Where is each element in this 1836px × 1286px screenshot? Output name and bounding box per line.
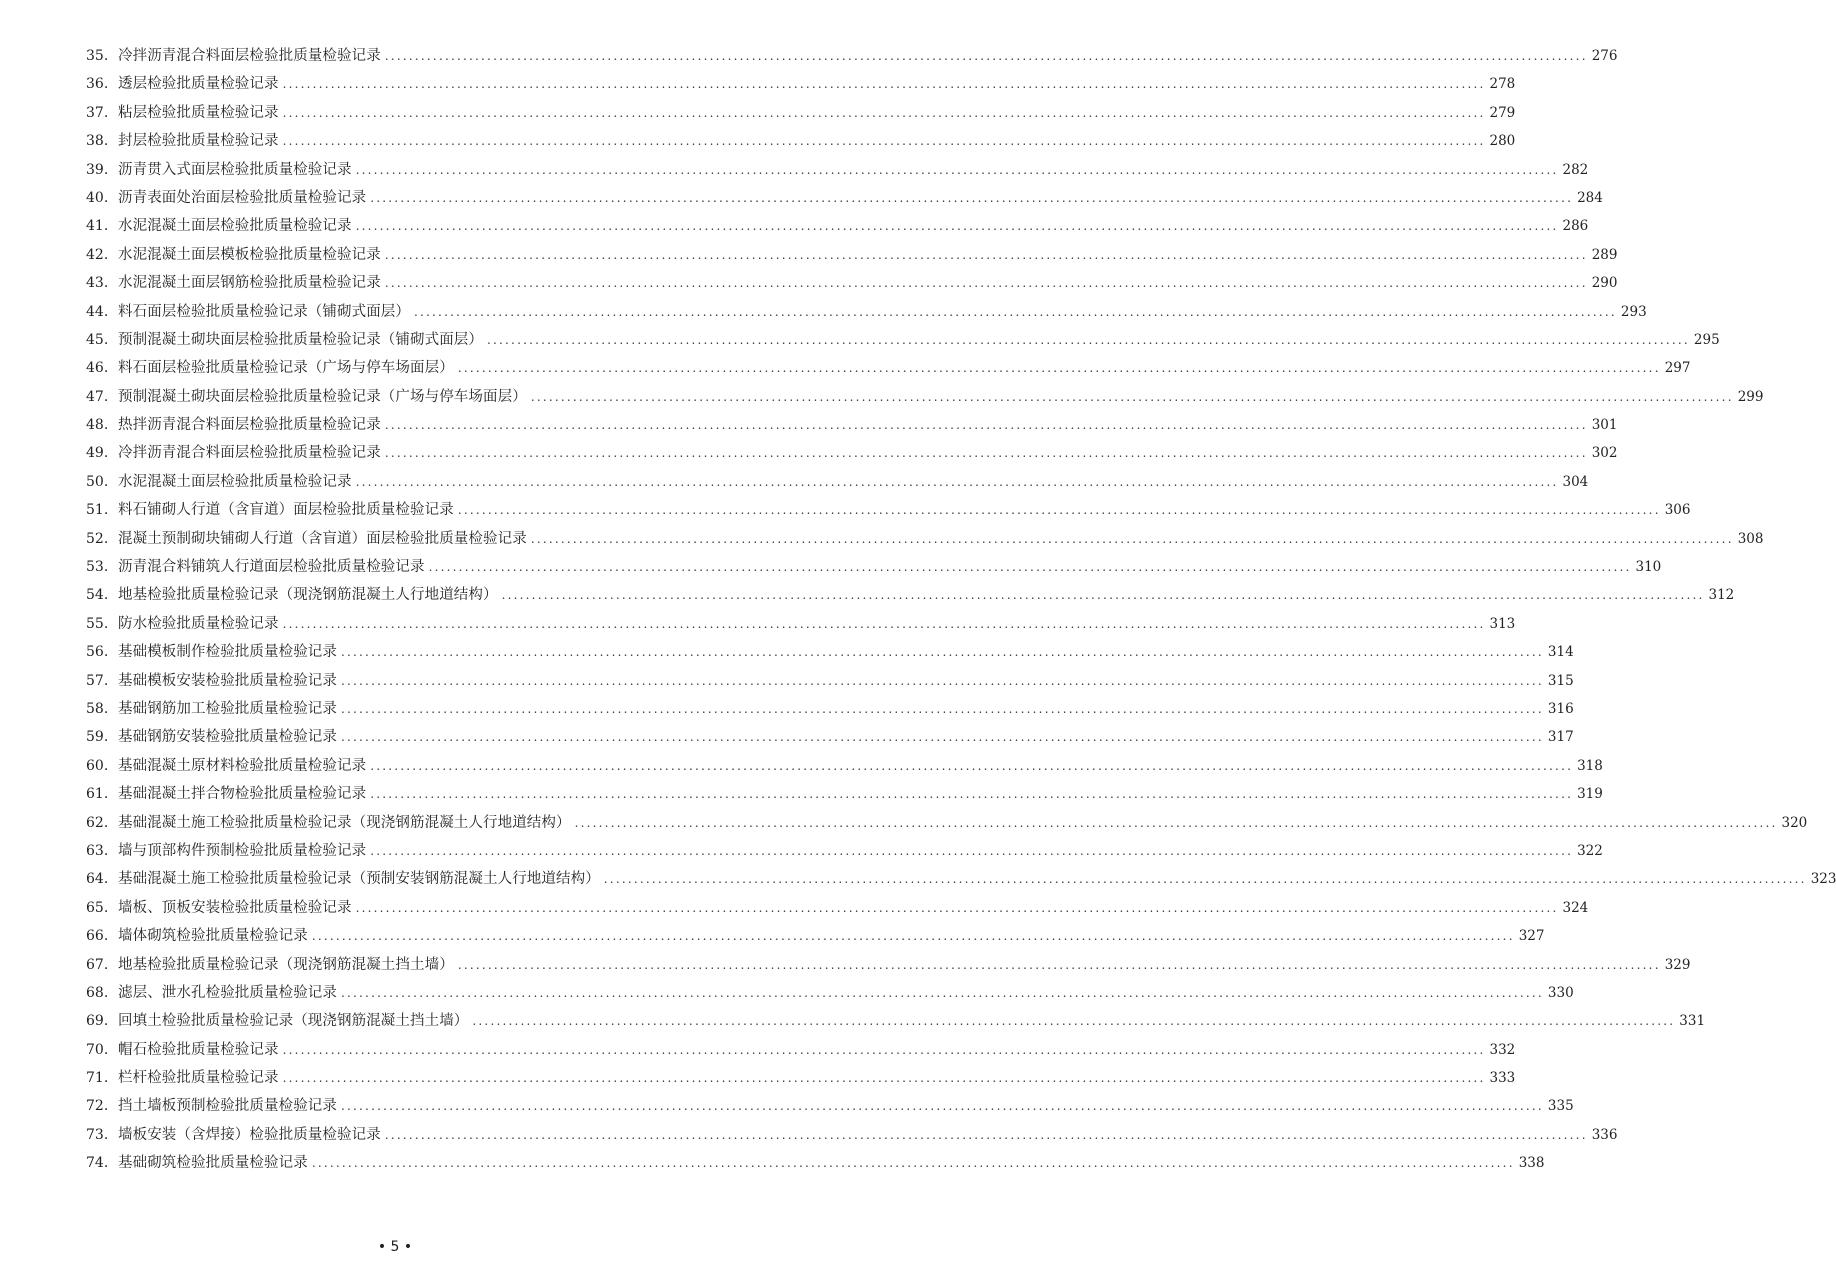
- toc-dot-leader: ........................................................................................................................................................................................................: [428, 560, 1632, 575]
- toc-entry[interactable]: [86, 383, 1764, 411]
- toc-entry-title: 基础钢筋加工检验批质量检验记录: [118, 700, 337, 717]
- toc-entry-title: 墙与顶部构件预制检验批质量检验记录: [118, 842, 367, 859]
- toc-entry-page: 290: [1591, 275, 1618, 292]
- toc-dot-leader: ........................................................................................................................................................................................................: [384, 1127, 1588, 1142]
- toc-entry-number: 43.: [86, 275, 109, 292]
- toc-entry-page: 312: [1708, 587, 1735, 604]
- toc-entry-page: 317: [1547, 729, 1574, 746]
- toc-entry[interactable]: [86, 411, 1618, 439]
- toc-dot-leader: ........................................................................................................................................................................................................: [282, 134, 1486, 149]
- toc-entry-number: 41.: [86, 218, 109, 235]
- toc-dot-leader: ........................................................................................................................................................................................................: [574, 815, 1778, 830]
- toc-entry-title: 栏杆检验批质量检验记录: [118, 1070, 279, 1087]
- toc-entry-page: 293: [1620, 303, 1647, 320]
- toc-entry-page: 329: [1664, 956, 1691, 973]
- toc-entry[interactable]: [86, 70, 1516, 98]
- toc-entry[interactable]: [86, 581, 1735, 609]
- toc-dot-leader: ........................................................................................................................................................................................................: [355, 219, 1559, 234]
- toc-entry[interactable]: [86, 667, 1574, 695]
- toc-entry-title: 沥青混合料铺筑人行道面层检验批质量检验记录: [118, 559, 425, 576]
- toc-dot-leader: ........................................................................................................................................................................................................: [355, 162, 1559, 177]
- toc-entry-number: 35.: [86, 48, 109, 64]
- toc-dot-leader: ........................................................................................................................................................................................................: [311, 929, 1515, 944]
- toc-entry-title: 水泥混凝土面层模板检验批质量检验记录: [118, 246, 381, 263]
- toc-entry-title: 沥青贯入式面层检验批质量检验记录: [118, 161, 352, 178]
- toc-entry-number: 38.: [86, 133, 109, 150]
- toc-entry-page: 332: [1489, 1041, 1516, 1058]
- toc-dot-leader: ........................................................................................................................................................................................................: [414, 304, 1617, 319]
- page-footer-number: • 5 •: [377, 1239, 413, 1255]
- toc-dot-leader: ........................................................................................................................................................................................................: [370, 787, 1574, 802]
- toc-entry-page: 330: [1547, 984, 1574, 1001]
- toc-entry-number: 55.: [86, 615, 109, 632]
- toc-dot-leader: ........................................................................................................................................................................................................: [384, 247, 1588, 262]
- toc-entry-number: 73.: [86, 1126, 109, 1143]
- toc-entry-page: 318: [1577, 757, 1603, 774]
- toc-entry[interactable]: [86, 752, 1603, 780]
- toc-entry-title: 墙体砌筑检验批质量检验记录: [118, 928, 308, 945]
- toc-entry-page: 323: [1810, 871, 1836, 888]
- toc-entry-number: 47.: [86, 388, 109, 405]
- toc-entry[interactable]: [86, 951, 1691, 979]
- toc-dot-leader: ........................................................................................................................................................................................................: [370, 843, 1574, 858]
- toc-entry-page: 315: [1547, 672, 1574, 689]
- toc-entry-number: 58.: [86, 700, 109, 717]
- toc-entry-title: 料石面层检验批质量检验记录（铺砌式面层）: [118, 303, 410, 320]
- toc-entry-title: 基础混凝土拌合物检验批质量检验记录: [118, 786, 367, 803]
- toc-entry-page: 336: [1591, 1126, 1618, 1143]
- toc-entry-title: 基础混凝土施工检验批质量检验记录（预制安装钢筋混凝土人行地道结构）: [118, 871, 600, 888]
- toc-entry-number: 72.: [86, 1098, 109, 1115]
- toc-entry-number: 44.: [86, 303, 109, 320]
- toc-entry-title: 地基检验批质量检验记录（现浇钢筋混凝土挡土墙）: [118, 956, 454, 973]
- toc-entry-title: 料石面层检验批质量检验记录（广场与停车场面层）: [118, 360, 454, 377]
- toc-entry-page: 316: [1547, 700, 1574, 717]
- toc-dot-leader: ........................................................................................................................................................................................................: [501, 588, 1705, 603]
- toc-entry-number: 45.: [86, 331, 109, 348]
- toc-entry-page: 304: [1562, 473, 1589, 490]
- toc-entry-page: 327: [1518, 928, 1545, 945]
- toc-entry-number: 63.: [86, 842, 109, 859]
- toc-entry-page: 306: [1664, 502, 1691, 519]
- toc-entry-title: 冷拌沥青混合料面层检验批质量检验记录: [118, 48, 381, 64]
- toc-entry-page: 313: [1489, 615, 1516, 632]
- toc-entry-title: 透层检验批质量检验记录: [118, 76, 279, 93]
- toc-entry-title: 水泥混凝土面层检验批质量检验记录: [118, 218, 352, 235]
- toc-entry-page: 278: [1489, 76, 1516, 93]
- toc-entry-page: 331: [1679, 1013, 1706, 1030]
- toc-entry[interactable]: [86, 99, 1516, 127]
- toc-entry-page: 280: [1489, 133, 1516, 150]
- toc-entry-title: 基础混凝土原材料检验批质量检验记录: [118, 757, 367, 774]
- toc-entry[interactable]: [86, 1149, 1545, 1177]
- toc-entry[interactable]: [86, 1007, 1706, 1035]
- toc-entry-title: 水泥混凝土面层检验批质量检验记录: [118, 473, 352, 490]
- toc-entry-title: 挡土墙板预制检验批质量检验记录: [118, 1098, 337, 1115]
- toc-entry-number: 65.: [86, 899, 109, 916]
- toc-entry[interactable]: [86, 922, 1545, 950]
- toc-entry-page: 319: [1577, 786, 1603, 803]
- toc-entry-number: 46.: [86, 360, 109, 377]
- toc-entry[interactable]: [86, 468, 1589, 496]
- toc-entry-page: 324: [1562, 899, 1589, 916]
- toc-entry-number: 54.: [86, 587, 109, 604]
- toc-dot-leader: ........................................................................................................................................................................................................: [457, 957, 1661, 972]
- toc-entry[interactable]: [86, 1121, 1618, 1149]
- toc-entry-page: 289: [1591, 246, 1618, 263]
- toc-entry[interactable]: [86, 894, 1589, 922]
- toc-dot-leader: ........................................................................................................................................................................................................: [530, 389, 1734, 404]
- toc-dot-leader: ........................................................................................................................................................................................................: [355, 900, 1559, 915]
- toc-dot-leader: ........................................................................................................................................................................................................: [341, 701, 1544, 716]
- toc-entry-number: 64.: [86, 871, 109, 888]
- toc-entry-number: 48.: [86, 417, 109, 434]
- toc-entry[interactable]: [86, 241, 1618, 269]
- toc-entry[interactable]: [86, 212, 1589, 240]
- toc-dot-leader: ........................................................................................................................................................................................................: [341, 645, 1544, 660]
- toc-entry[interactable]: [86, 1064, 1516, 1092]
- toc-entry[interactable]: [86, 439, 1618, 467]
- toc-entry[interactable]: [86, 326, 1720, 354]
- toc-entry-title: 基础钢筋安装检验批质量检验记录: [118, 729, 337, 746]
- toc-entry-title: 混凝土预制砌块铺砌人行道（含盲道）面层检验批质量检验记录: [118, 530, 527, 547]
- toc-dot-leader: ........................................................................................................................................................................................................: [370, 758, 1574, 773]
- toc-entry-page: 338: [1518, 1155, 1545, 1172]
- toc-entry-number: 57.: [86, 672, 109, 689]
- toc-dot-leader: ........................................................................................................................................................................................................: [282, 77, 1486, 92]
- toc-entry-page: 301: [1591, 417, 1618, 434]
- toc-entry[interactable]: [86, 1036, 1516, 1064]
- toc-entry[interactable]: [86, 184, 1603, 212]
- toc-dot-leader: ........................................................................................................................................................................................................: [603, 872, 1807, 887]
- table-of-contents: [86, 42, 1836, 1178]
- toc-entry-page: 284: [1577, 189, 1603, 206]
- toc-entry-title: 水泥混凝土面层钢筋检验批质量检验记录: [118, 275, 381, 292]
- toc-entry-page: 295: [1693, 331, 1720, 348]
- toc-entry-page: 282: [1562, 161, 1589, 178]
- toc-dot-leader: ........................................................................................................................................................................................................: [355, 474, 1559, 489]
- toc-entry-number: 53.: [86, 559, 109, 576]
- toc-entry-number: 36.: [86, 76, 109, 93]
- toc-entry-number: 67.: [86, 956, 109, 973]
- toc-entry[interactable]: [86, 865, 1836, 893]
- toc-entry-title: 回填土检验批质量检验记录（现浇钢筋混凝土挡土墙）: [118, 1013, 469, 1030]
- toc-entry-title: 热拌沥青混合料面层检验批质量检验记录: [118, 417, 381, 434]
- toc-entry-page: 297: [1664, 360, 1691, 377]
- toc-entry-page: 276: [1591, 48, 1618, 64]
- toc-entry[interactable]: [86, 298, 1647, 326]
- toc-entry[interactable]: [86, 809, 1808, 837]
- toc-entry-page: 286: [1562, 218, 1589, 235]
- toc-entry-number: 37.: [86, 104, 109, 121]
- toc-entry-page: 335: [1547, 1098, 1574, 1115]
- toc-entry-page: 333: [1489, 1070, 1516, 1087]
- toc-entry[interactable]: [86, 156, 1589, 184]
- toc-entry[interactable]: [86, 496, 1691, 524]
- toc-dot-leader: ........................................................................................................................................................................................................: [384, 276, 1588, 291]
- toc-dot-leader: ........................................................................................................................................................................................................: [282, 1071, 1486, 1086]
- toc-entry-title: 冷拌沥青混合料面层检验批质量检验记录: [118, 445, 381, 462]
- toc-entry[interactable]: [86, 638, 1574, 666]
- toc-entry[interactable]: [86, 695, 1574, 723]
- toc-entry[interactable]: [86, 269, 1618, 297]
- toc-dot-leader: ........................................................................................................................................................................................................: [341, 1099, 1544, 1114]
- toc-entry[interactable]: [86, 837, 1603, 865]
- toc-entry-title: 地基检验批质量检验记录（现浇钢筋混凝土人行地道结构）: [118, 587, 498, 604]
- toc-dot-leader: ........................................................................................................................................................................................................: [384, 418, 1588, 433]
- toc-entry-page: 308: [1737, 530, 1764, 547]
- toc-dot-leader: ........................................................................................................................................................................................................: [472, 1014, 1676, 1029]
- toc-entry[interactable]: [86, 723, 1574, 751]
- toc-entry-number: 74.: [86, 1155, 109, 1172]
- toc-entry-number: 42.: [86, 246, 109, 263]
- toc-entry-page: 314: [1547, 644, 1574, 661]
- toc-entry-number: 49.: [86, 445, 109, 462]
- toc-entry-number: 59.: [86, 729, 109, 746]
- toc-entry[interactable]: [86, 42, 1618, 70]
- toc-dot-leader: ........................................................................................................................................................................................................: [311, 1156, 1515, 1171]
- toc-dot-leader: ........................................................................................................................................................................................................: [487, 332, 1690, 347]
- toc-entry[interactable]: [86, 780, 1603, 808]
- toc-entry-page: 310: [1635, 559, 1662, 576]
- toc-entry-title: 预制混凝土砌块面层检验批质量检验记录（广场与停车场面层）: [118, 388, 527, 405]
- toc-entry[interactable]: [86, 979, 1574, 1007]
- toc-entry-number: 62.: [86, 814, 109, 831]
- toc-entry-title: 预制混凝土砌块面层检验批质量检验记录（铺砌式面层）: [118, 331, 483, 348]
- toc-entry[interactable]: [86, 610, 1516, 638]
- toc-entry-title: 粘层检验批质量检验记录: [118, 104, 279, 121]
- toc-entry-number: 40.: [86, 189, 109, 206]
- toc-entry-page: 302: [1591, 445, 1618, 462]
- toc-entry-page: 320: [1781, 814, 1808, 831]
- toc-dot-leader: ........................................................................................................................................................................................................: [341, 730, 1544, 745]
- toc-entry-number: 70.: [86, 1041, 109, 1058]
- toc-entry-title: 墙板、顶板安装检验批质量检验记录: [118, 899, 352, 916]
- toc-dot-leader: ........................................................................................................................................................................................................: [341, 985, 1544, 1000]
- toc-entry-number: 68.: [86, 984, 109, 1001]
- toc-entry-title: 基础混凝土施工检验批质量检验记录（现浇钢筋混凝土人行地道结构）: [118, 814, 571, 831]
- toc-entry-title: 基础模板制作检验批质量检验记录: [118, 644, 337, 661]
- toc-dot-leader: ........................................................................................................................................................................................................: [370, 190, 1574, 205]
- toc-entry-title: 基础模板安装检验批质量检验记录: [118, 672, 337, 689]
- toc-entry-title: 墙板安装（含焊接）检验批质量检验记录: [118, 1126, 381, 1143]
- toc-entry-page: 299: [1737, 388, 1764, 405]
- toc-entry-number: 56.: [86, 644, 109, 661]
- toc-entry-title: 封层检验批质量检验记录: [118, 133, 279, 150]
- toc-entry[interactable]: [86, 127, 1516, 155]
- toc-entry[interactable]: [86, 1092, 1574, 1120]
- toc-entry-title: 滤层、泄水孔检验批质量检验记录: [118, 984, 337, 1001]
- toc-dot-leader: ........................................................................................................................................................................................................: [457, 361, 1661, 376]
- toc-entry[interactable]: [86, 553, 1662, 581]
- toc-entry-title: 沥青表面处治面层检验批质量检验记录: [118, 189, 367, 206]
- toc-dot-leader: ........................................................................................................................................................................................................: [384, 49, 1588, 63]
- toc-dot-leader: ........................................................................................................................................................................................................: [530, 531, 1734, 546]
- toc-dot-leader: ........................................................................................................................................................................................................: [282, 1042, 1486, 1057]
- toc-dot-leader: ........................................................................................................................................................................................................: [457, 503, 1661, 518]
- toc-entry-number: 61.: [86, 786, 109, 803]
- toc-entry-title: 帽石检验批质量检验记录: [118, 1041, 279, 1058]
- toc-entry-number: 50.: [86, 473, 109, 490]
- toc-entry-number: 66.: [86, 928, 109, 945]
- toc-entry-number: 60.: [86, 757, 109, 774]
- toc-entry-number: 71.: [86, 1070, 109, 1087]
- toc-dot-leader: ........................................................................................................................................................................................................: [384, 446, 1588, 461]
- toc-entry-title: 料石铺砌人行道（含盲道）面层检验批质量检验记录: [118, 502, 454, 519]
- toc-entry-title: 防水检验批质量检验记录: [118, 615, 279, 632]
- toc-dot-leader: ........................................................................................................................................................................................................: [341, 673, 1544, 688]
- toc-dot-leader: ........................................................................................................................................................................................................: [282, 105, 1486, 120]
- toc-entry-number: 39.: [86, 161, 109, 178]
- toc-entry-number: 69.: [86, 1013, 109, 1030]
- toc-dot-leader: ........................................................................................................................................................................................................: [282, 616, 1486, 631]
- toc-entry-number: 51.: [86, 502, 109, 519]
- toc-entry-page: 279: [1489, 104, 1516, 121]
- toc-entry[interactable]: [86, 354, 1691, 382]
- toc-entry-number: 52.: [86, 530, 109, 547]
- toc-entry[interactable]: [86, 525, 1764, 553]
- toc-entry-page: 322: [1577, 842, 1603, 859]
- toc-entry-title: 基础砌筑检验批质量检验记录: [118, 1155, 308, 1172]
